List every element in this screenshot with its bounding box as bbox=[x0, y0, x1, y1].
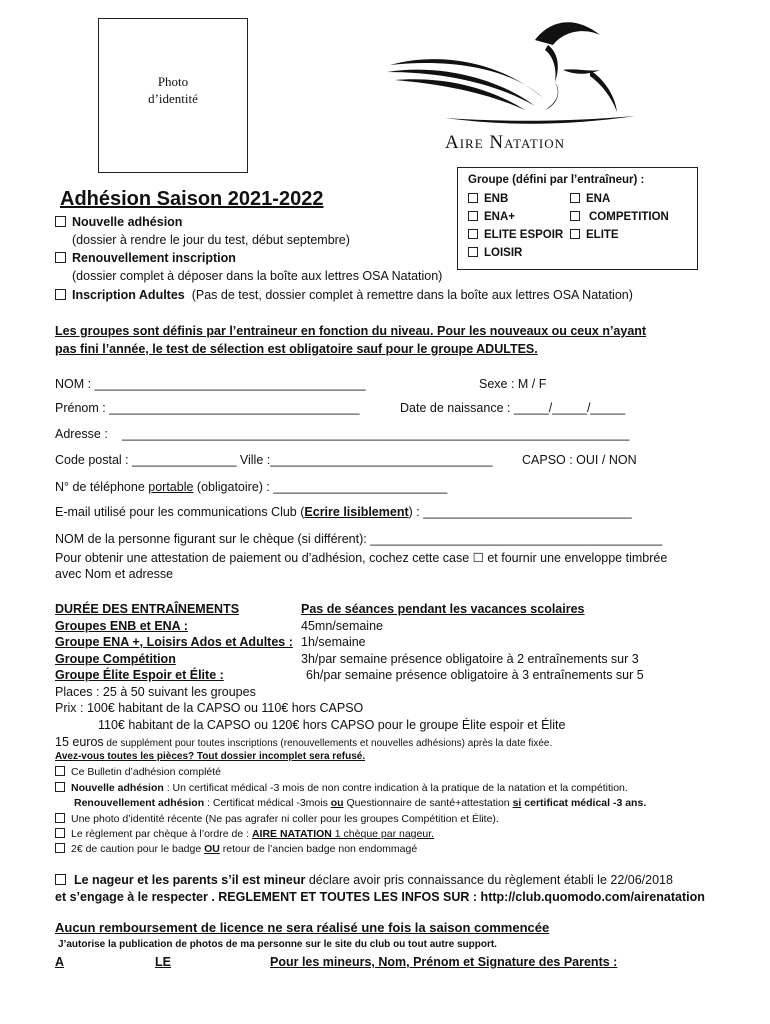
swimmer-logo-icon bbox=[385, 10, 645, 130]
checkbox-icon bbox=[468, 211, 478, 221]
supplement-text: 15 euros de supplément pour toutes inscriptions (renouvellements et nouvelles adhésions) après la date fixée. bbox=[55, 735, 553, 749]
groupe-box bbox=[457, 167, 698, 270]
duree-group-4: Groupe Élite Espoir et Élite : bbox=[55, 668, 224, 682]
checkbox-icon bbox=[468, 247, 478, 257]
field-capso[interactable]: CAPSO : OUI / NON bbox=[522, 453, 637, 467]
checklist-item-renouvellement: Renouvellement adhésion : Certificat médical -3mois ou Questionnaire de santé+attestation si certificat médical -3 ans. bbox=[74, 797, 647, 809]
groupe-option-ena[interactable]: ENA bbox=[570, 193, 610, 205]
groupe-option-enb[interactable]: ENB bbox=[468, 193, 508, 205]
groupe-option-competition[interactable]: COMPETITION bbox=[570, 211, 669, 223]
checklist-item-photo[interactable]: Une photo d’identité récente (Ne pas agrafer ni coller pour les groupes Compétition et Élite). bbox=[55, 813, 499, 825]
places-text: Places : 25 à 50 suivant les groupes bbox=[55, 685, 256, 699]
checkbox-icon bbox=[570, 193, 580, 203]
field-nom[interactable]: NOM : _______________________________________ bbox=[55, 377, 366, 391]
option-inscription-adultes[interactable]: Inscription Adultes (Pas de test, dossier complet à remettre dans la boîte aux lettres OSA Natation) bbox=[55, 288, 633, 302]
duree-group-1: Groupes ENB et ENA : bbox=[55, 619, 188, 633]
declaration-line-1[interactable]: Le nageur et les parents s’il est mineur déclare avoir pris connaissance du règlement établi le 22/06/2018 bbox=[55, 873, 673, 887]
checkbox-icon bbox=[55, 874, 66, 885]
notice-line-2: pas fini l’année, le test de sélection est obligatoire sauf pour le groupe ADULTES. bbox=[55, 342, 538, 356]
groupe-option-elite-espoir[interactable]: ELITE ESPOIR bbox=[468, 229, 563, 241]
field-telephone[interactable]: N° de téléphone portable (obligatoire) : _________________________ bbox=[55, 480, 448, 494]
field-nom-cheque[interactable]: NOM de la personne figurant sur le chèque (si différent): __________________________________________ bbox=[55, 532, 663, 546]
signature-date[interactable]: LE bbox=[155, 955, 171, 969]
checklist-item-bulletin[interactable]: Ce Bulletin d’adhésion complété bbox=[55, 766, 221, 778]
field-adresse[interactable]: _________________________________________________________________________ bbox=[122, 427, 630, 441]
duree-group-3: Groupe Compétition bbox=[55, 652, 176, 666]
checkbox-icon bbox=[55, 252, 66, 263]
checkbox-icon bbox=[55, 766, 65, 776]
duree-group-2: Groupe ENA +, Loisirs Ados et Adultes : bbox=[55, 635, 293, 649]
checkbox-icon bbox=[570, 229, 580, 239]
photo-label-1: Photo bbox=[157, 74, 189, 89]
checkbox-icon bbox=[55, 843, 65, 853]
field-sexe[interactable]: Sexe : M / F bbox=[479, 377, 547, 391]
option-renouvellement[interactable]: Renouvellement inscription bbox=[55, 251, 236, 265]
pieces-warning: Avez-vous toutes les pièces? Tout dossier incomplet sera refusé. bbox=[55, 751, 366, 762]
signature-parents[interactable]: Pour les mineurs, Nom, Prénom et Signature des Parents : bbox=[270, 955, 618, 969]
duree-value-3: 3h/par semaine présence obligatoire à 2 entraînements sur 3 bbox=[301, 652, 639, 666]
duree-value-2: 1h/semaine bbox=[301, 635, 366, 649]
checkbox-icon bbox=[570, 211, 580, 221]
vacances-heading: Pas de séances pendant les vacances scolaires bbox=[301, 602, 585, 616]
checkbox-icon bbox=[468, 193, 478, 203]
club-logo bbox=[385, 10, 645, 160]
checkbox-icon bbox=[55, 289, 66, 300]
attestation-line-1: Pour obtenir une attestation de paiement ou d’adhésion, cochez cette case ☐ et fournir une enveloppe timbrée bbox=[55, 551, 668, 565]
groupe-option-ena-plus[interactable]: ENA+ bbox=[468, 211, 515, 223]
signature-lieu[interactable]: A bbox=[55, 955, 65, 969]
groupe-title: Groupe (défini par l’entraîneur) : bbox=[468, 174, 645, 186]
page-title: Adhésion Saison 2021-2022 bbox=[60, 188, 324, 210]
checkbox-icon bbox=[55, 813, 65, 823]
prix-line-1: Prix : 100€ habitant de la CAPSO ou 110€ hors CAPSO bbox=[55, 701, 364, 715]
groupe-option-loisir[interactable]: LOISIR bbox=[468, 247, 522, 259]
checkbox-icon bbox=[468, 229, 478, 239]
photo-label-2: d’identité bbox=[148, 91, 198, 106]
field-date-naissance[interactable]: Date de naissance : _____/_____/_____ bbox=[400, 401, 626, 415]
field-email[interactable]: E-mail utilisé pour les communications Club (Ecrire lisiblement) : ______________________________ bbox=[55, 505, 632, 519]
photo-authorisation: J’autorise la publication de photos de ma personne sur le site du club ou tout autre support. bbox=[58, 939, 497, 950]
attestation-line-2: avec Nom et adresse bbox=[55, 567, 174, 581]
checklist-item-reglement[interactable]: Le règlement par chèque à l’ordre de : AIRE NATATION 1 chèque par nageur. bbox=[55, 828, 434, 840]
prix-line-2: 110€ habitant de la CAPSO ou 120€ hors CAPSO pour le groupe Élite espoir et Élite bbox=[98, 718, 566, 732]
checkbox-icon bbox=[55, 828, 65, 838]
declaration-line-2: et s’engage à le respecter . REGLEMENT ET TOUTES LES INFOS SUR : http://club.quomodo.com/airenatation bbox=[55, 890, 705, 904]
option-renouvellement-note: (dossier complet à déposer dans la boîte aux lettres OSA Natation) bbox=[72, 269, 443, 283]
checklist-item-certificat[interactable]: Nouvelle adhésion : Un certificat médical -3 mois de non contre indication à la pratique de la natation et la compétition. bbox=[55, 782, 628, 794]
duree-heading: DURÉE DES ENTRAÎNEMENTS bbox=[55, 602, 240, 616]
field-prenom[interactable]: Prénom : ____________________________________ bbox=[55, 401, 360, 415]
logo-text: Aire Natation bbox=[445, 132, 565, 153]
groupe-option-elite[interactable]: ELITE bbox=[570, 229, 619, 241]
option-nouvelle-note: (dossier à rendre le jour du test, début septembre) bbox=[72, 233, 350, 247]
notice-line-1: Les groupes sont définis par l’entraineur en fonction du niveau. Pour les nouveaux ou ceux n’ayant bbox=[55, 324, 647, 338]
checkbox-icon bbox=[55, 782, 65, 792]
checklist-item-badge[interactable]: 2€ de caution pour le badge OU retour de l’ancien badge non endommagé bbox=[55, 843, 417, 855]
duree-value-1: 45mn/semaine bbox=[301, 619, 383, 633]
field-adresse-label: Adresse : bbox=[55, 427, 108, 441]
field-code-postal-ville[interactable]: Code postal : _______________ Ville :________________________________ bbox=[55, 453, 493, 467]
checkbox-icon bbox=[55, 216, 66, 227]
option-nouvelle-adhesion[interactable]: Nouvelle adhésion bbox=[55, 215, 182, 229]
duree-value-4: 6h/par semaine présence obligatoire à 3 entraînements sur 5 bbox=[306, 668, 644, 682]
remboursement-notice: Aucun remboursement de licence ne sera réalisé une fois la saison commencée bbox=[55, 920, 550, 935]
photo-box bbox=[98, 18, 248, 173]
